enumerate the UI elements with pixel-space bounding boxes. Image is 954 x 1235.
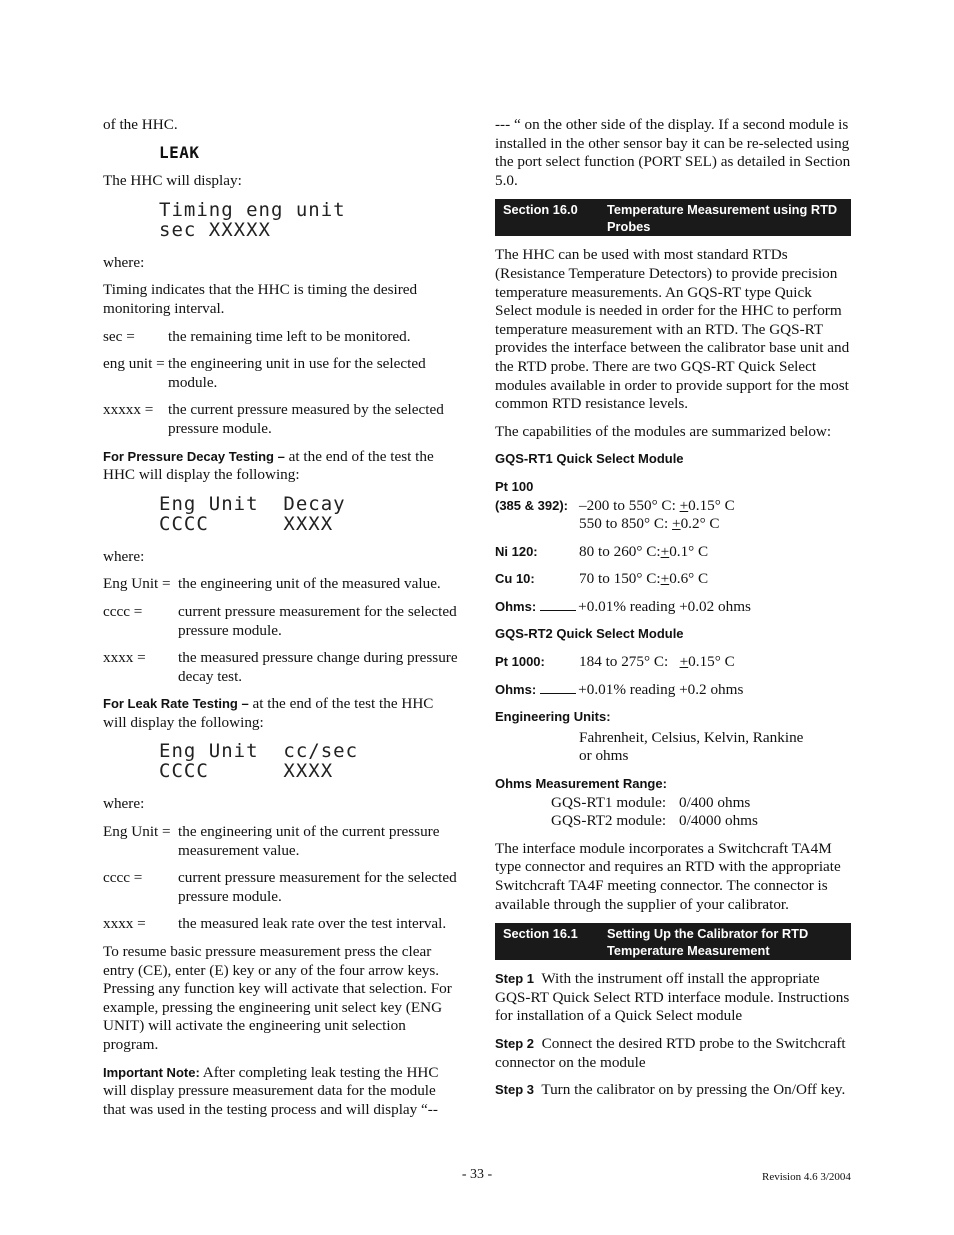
definition-row: cccc = current pressure measurement for the selected pressure module. bbox=[103, 602, 457, 639]
decay-paragraph: For Pressure Decay Testing – at the end of the test the HHC will display the following: bbox=[103, 447, 434, 484]
left-column bbox=[103, 116, 458, 1128]
step-2: Step 2 Connect the desired RTD probe to the Switchcraft connector on the module bbox=[495, 1034, 850, 1071]
resume-paragraph: To resume basic pressure measurement press the clear entry (CE), enter (E) key or any of the four arrow keys. Pressing any function key will activate that selection. For example, pressing the engineering unit select key (ENG UNIT) will activate the engineering unit selection program. bbox=[103, 943, 452, 1053]
important-note: Important Note: After completing leak testing the HHC will display pressure measurement data for the module that was used in the testing process and will display “-- bbox=[103, 1063, 439, 1118]
blank-line bbox=[540, 682, 576, 694]
definition-row: Eng Unit = the engineering unit of the measured value. bbox=[103, 575, 441, 593]
where-label: where: bbox=[103, 253, 145, 271]
where-label: where: bbox=[103, 547, 145, 565]
timing-description: Timing indicates that the HHC is timing the desired monitoring interval. bbox=[103, 281, 418, 317]
step-3: Step 3 Turn the calibrator on by pressing the On/Off key. bbox=[495, 1081, 846, 1099]
capabilities-text: The capabilities of the modules are summarized below: bbox=[495, 422, 832, 440]
revision-label: Revision 4.6 3/2004 bbox=[762, 1171, 851, 1183]
blank-line bbox=[540, 599, 576, 611]
lcd-timing-display: Timing eng unit sec XXXXX bbox=[159, 198, 346, 241]
interface-text: The interface module incorporates a Switchcraft TA4M type connector and requires an RTD with the appropriate Switchcraft TA4F meeting connector. The connector is available through the supplier of your calibrator. bbox=[495, 839, 841, 913]
ohms-range-heading: Ohms Measurement Range: bbox=[495, 776, 667, 792]
leak-heading: LEAK bbox=[159, 142, 200, 162]
rt1-heading: GQS-RT1 Quick Select Module bbox=[495, 451, 684, 467]
ohms1-spec: Ohms: +0.01% reading +0.02 ohms bbox=[495, 597, 751, 615]
ohms2-spec: Ohms: +0.01% reading +0.2 ohms bbox=[495, 680, 744, 698]
definition-row: xxxx = the measured leak rate over the test interval. bbox=[103, 915, 447, 933]
ni120-spec: Ni 120: 80 to 260° C:+0.1° C bbox=[495, 542, 709, 560]
intro-text: of the HHC. bbox=[103, 116, 178, 133]
definition-row: cccc = current pressure measurement for the selected pressure module. bbox=[103, 869, 457, 905]
cu10-spec: Cu 10: 70 to 150° C:+0.6° C bbox=[495, 570, 709, 588]
leak-rate-paragraph: For Leak Rate Testing – at the end of the test the HHC will display the following: bbox=[103, 695, 434, 731]
pt100-spec: Pt 100 (385 & 392): –200 to 550° C: +0.15° C 550 to 850° C: +0.2° C bbox=[495, 478, 735, 533]
display-intro: The HHC will display: bbox=[103, 172, 242, 190]
definition-row: sec = the remaining time left to be monitored. bbox=[103, 327, 411, 345]
where-label: where: bbox=[103, 795, 145, 813]
page-number: - 33 - bbox=[461, 1167, 493, 1182]
pt1000-spec: Pt 1000: 184 to 275° C: +0.15° C bbox=[495, 653, 735, 671]
eng-units-heading: Engineering Units: bbox=[495, 709, 611, 725]
definition-row: Eng Unit = the engineering unit of the current pressure measurement value. bbox=[103, 823, 440, 859]
ohms-range-list: GQS-RT1 module: 0/400 ohms GQS-RT2 module: 0/4000 ohms bbox=[551, 793, 758, 830]
section-16-0-header: Section 16.0 Temperature Measurement using RTD Probes bbox=[495, 199, 851, 236]
step-1: Step 1 With the instrument off install the appropriate GQS-RT Quick Select RTD interface module. Instructions for installation of a Quick Select module bbox=[495, 970, 854, 1025]
right-column bbox=[495, 116, 854, 1109]
rt2-heading: GQS-RT2 Quick Select Module bbox=[495, 626, 684, 642]
lcd-decay-display: Eng Unit Decay CCCC XXXX bbox=[159, 492, 346, 535]
definition-row: xxxx = the measured pressure change during pressure decay test. bbox=[103, 649, 458, 685]
definition-row: xxxxx = the current pressure measured by the selected pressure module. bbox=[103, 401, 444, 437]
eng-units-list: Fahrenheit, Celsius, Kelvin, Rankine or ohms bbox=[579, 728, 804, 765]
section-16-1-header: Section 16.1 Setting Up the Calibrator for RTD Temperature Measurement bbox=[495, 923, 851, 960]
continuation-text: --- “ on the other side of the display. If a second module is installed in the other sensor bay it can be re-selected using the port select function (PORT SEL) as detailed in Section 5.0. bbox=[495, 116, 851, 189]
lcd-leak-rate-display: Eng Unit cc/sec CCCC XXXX bbox=[159, 740, 359, 783]
definition-row: eng unit = the engineering unit in use for the selected module. bbox=[103, 355, 426, 391]
rtd-intro: The HHC can be used with most standard RTDs (Resistance Temperature Detectors) to provide precision temperature measurements. An GQS-RT type Quick Select module is needed in order for the HHC to perform temperature measurement with an RTD. The GQS-RT provides the interface between the calibrator base unit and the RTD probe. There are two GQS-RT Quick Select modules available in order to provide support for the most common RTD resistance levels. bbox=[495, 246, 850, 413]
